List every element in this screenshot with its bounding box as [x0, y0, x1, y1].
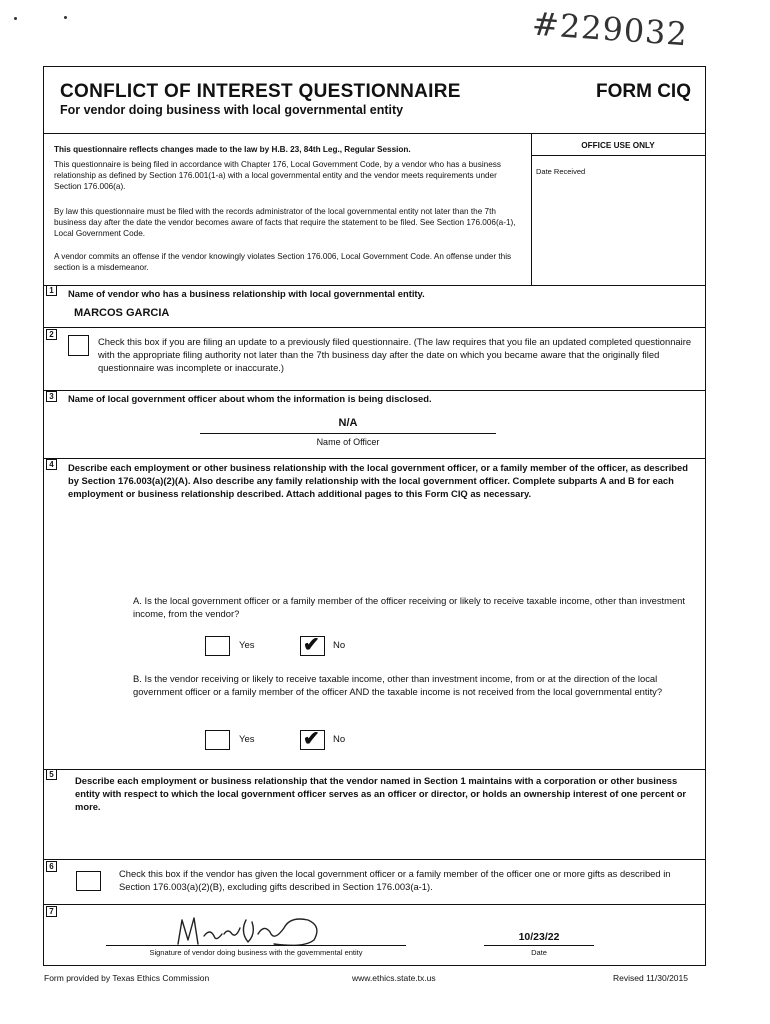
update-questionnaire-checkbox[interactable] — [68, 335, 89, 356]
officer-name-field[interactable]: N/A — [338, 417, 358, 429]
officer-name-line — [200, 433, 496, 434]
section-2-text: Check this box if you are filing an update to a previously filed questionnaire. (The law requires that you file an updated completed questionnaire with the appropriate filing authority not later than the 7th business day after the date on which you became aware that the originally filed questionnaire was incomplete or inaccurate.) — [98, 336, 692, 373]
intro-paragraph-2: By law this questionnaire must be filed with the records administrator of the local governmental entity not later than the 7th business day after the date the vendor becomes aware of facts that require the statement to be filed. See Section 176.006(a-1), Local Government Code. — [54, 207, 516, 238]
form-title: CONFLICT OF INTEREST QUESTIONNAIRE — [60, 81, 461, 102]
divider — [44, 904, 705, 905]
section-5-text: Describe each employment or business relationship that the vendor named in Section 1 maintains with a corporation or other business entity with respect to which the local government officer serves as an officer or director, or holds an ownership interest of one percent or more. — [75, 775, 687, 812]
divider — [44, 390, 705, 391]
section-2-number: 2 — [46, 329, 57, 340]
section-7-number: 7 — [46, 906, 57, 917]
section-6-text: Check this box if the vendor has given the local government officer or a family member of the officer one or more gifts as described in Section 176.003(a)(2)(B), excluding gifts described in Section 176.003(a-1). — [119, 868, 671, 892]
date-received-label: Date Received — [536, 167, 586, 176]
ciq-form — [43, 66, 706, 966]
divider — [44, 327, 705, 328]
section-4-text: Describe each employment or other business relationship with the local government officer, or a family member of the officer, as described by Section 176.003(a)(2)(A). Also describe any family relationship with the local government officer. Complete subparts A and B for each employment or business relationship described. Attach additional pages to this Form CIQ as necessary. — [68, 462, 688, 499]
footer-provider: Form provided by Texas Ethics Commission — [44, 973, 210, 983]
question-b-yes-checkbox[interactable] — [205, 730, 230, 750]
handwritten-document-id: #229032 — [530, 4, 690, 54]
divider — [44, 133, 705, 134]
divider — [44, 859, 705, 860]
stray-mark — [14, 17, 17, 20]
signature-date-field[interactable]: 10/23/22 — [518, 931, 560, 943]
date-caption: Date — [531, 948, 547, 957]
checkmark-icon: ✔ — [303, 634, 320, 656]
section-6-number: 6 — [46, 861, 57, 872]
section-3-label: Name of local government officer about whom the information is being disclosed. — [68, 393, 432, 404]
gifts-checkbox[interactable] — [76, 871, 101, 891]
section-1-label: Name of vendor who has a business relationship with local governmental entity. — [68, 288, 425, 299]
intro-paragraph-1: This questionnaire is being filed in accordance with Chapter 176, Local Government Code, by a vendor who has a business relationship as defined by Section 176.001(1-a) with a local governmental entity and the vendor meets requirements under Section 176.006(a). — [54, 160, 501, 191]
signature-line — [106, 945, 406, 946]
section-1-number: 1 — [46, 285, 57, 296]
section-3-number: 3 — [46, 391, 57, 402]
question-a-no-label: No — [333, 640, 346, 651]
footer-revised: Revised 11/30/2015 — [613, 973, 688, 983]
footer-website[interactable]: www.ethics.state.tx.us — [352, 973, 436, 983]
question-b-text: B. Is the vendor receiving or likely to receive taxable income, other than investment income, from or at the direction of the local government officer or a family member of the officer AND the taxable income is not received from the local governmental entity? — [133, 673, 663, 697]
question-a-yes-checkbox[interactable] — [205, 636, 230, 656]
intro-paragraph-3: A vendor commits an offense if the vendor knowingly violates Section 176.006, Local Government Code. An offense under this section is a misdemeanor. — [54, 252, 512, 272]
divider — [44, 769, 705, 770]
checkmark-icon: ✔ — [303, 728, 320, 750]
question-b-yes-label: Yes — [239, 734, 255, 745]
office-use-header: OFFICE USE ONLY — [581, 141, 655, 150]
form-subtitle: For vendor doing business with local governmental entity — [60, 103, 404, 117]
stray-mark — [64, 16, 67, 19]
section-4-number: 4 — [46, 459, 57, 470]
divider — [531, 155, 705, 156]
divider — [44, 285, 705, 286]
question-a-text: A. Is the local government officer or a family member of the officer receiving or likely to receive taxable income, other than investment income, from the vendor? — [133, 595, 685, 619]
vendor-signature-image — [172, 910, 332, 950]
signature-caption: Signature of vendor doing business with the governmental entity — [149, 948, 363, 957]
form-id: FORM CIQ — [596, 81, 691, 102]
officer-name-caption: Name of Officer — [316, 437, 380, 447]
changes-note: This questionnaire reflects changes made to the law by H.B. 23, 84th Leg., Regular Session. — [54, 145, 411, 154]
question-a-yes-label: Yes — [239, 640, 255, 651]
vendor-name-field[interactable]: MARCOS GARCIA — [74, 307, 170, 319]
date-line — [484, 945, 594, 946]
section-5-number: 5 — [46, 769, 57, 780]
question-b-no-label: No — [333, 734, 346, 745]
divider — [44, 458, 705, 459]
